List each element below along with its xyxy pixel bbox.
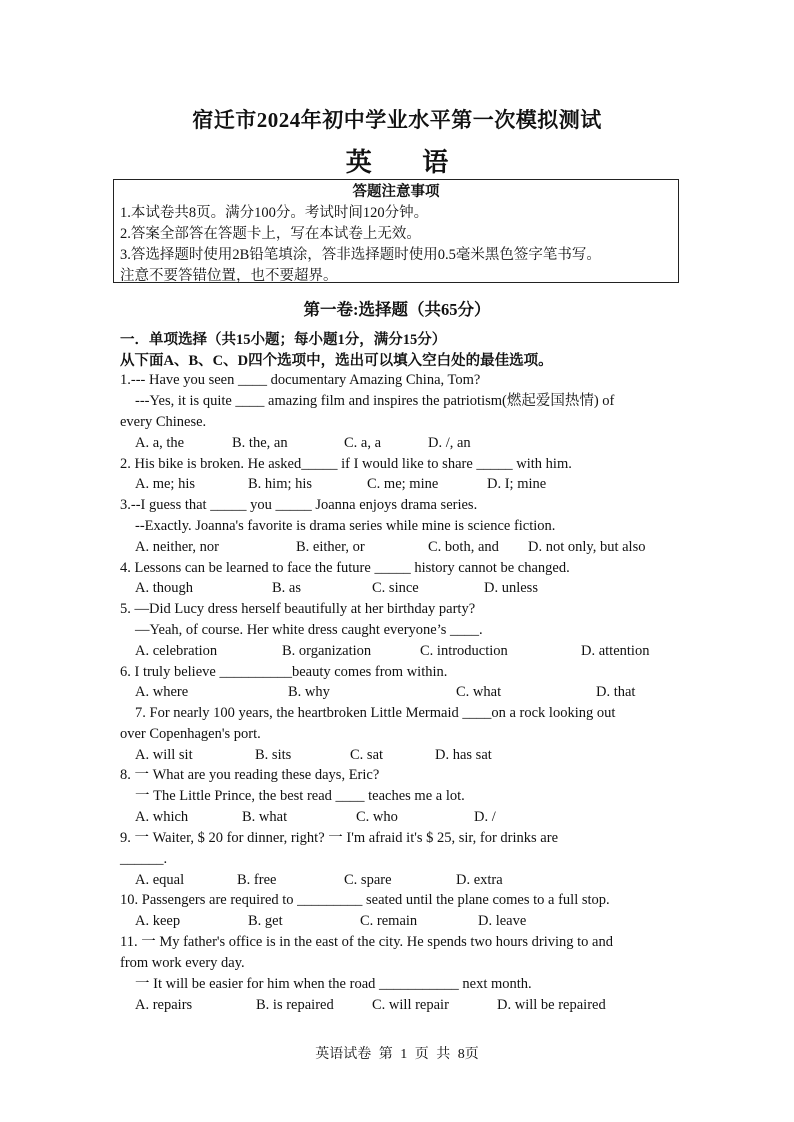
notice-line: 注意不要答错位置，也不要超界。 — [120, 268, 338, 284]
question-2-option-b: B. him; his — [248, 476, 313, 492]
question-1-option-d: D. /, an — [428, 435, 471, 451]
question-3-option-c: C. both, and — [428, 539, 499, 555]
question-5-line: 5. —Did Lucy dress herself beautifully at her birthday party? — [120, 601, 476, 617]
question-7-line: over Copenhagen's port. — [120, 726, 261, 742]
question-2-option-c: C. me; mine — [367, 476, 439, 492]
question-5-option-c: C. introduction — [420, 643, 508, 659]
notice-line: 1.本试卷共8页。满分100分。考试时间120分钟。 — [120, 205, 429, 221]
question-5-option-b: B. organization — [282, 643, 372, 659]
question-1-option-c: C. a, a — [344, 435, 382, 451]
question-7-option-b: B. sits — [255, 747, 292, 763]
question-10-option-a: A. keep — [135, 913, 181, 929]
question-5-option-d: D. attention — [581, 643, 650, 659]
question-3-option-b: B. either, or — [296, 539, 365, 555]
question-11-option-d: D. will be repaired — [497, 997, 606, 1013]
question-1-line: 1.--- Have you seen ____ documentary Amazing China, Tom? — [120, 372, 481, 388]
question-6-option-b: B. why — [288, 684, 330, 700]
question-11-option-b: B. is repaired — [256, 997, 334, 1013]
question-6-option-d: D. that — [596, 684, 636, 700]
part-title: 一．单项选择（共15小题；每小题1分，满分15分） — [120, 332, 447, 348]
question-1-line: ---Yes, it is quite ____ amazing film and inspires the patriotism(燃起爱国热情) of — [135, 393, 615, 409]
question-3-option-d: D. not only, but also — [528, 539, 646, 555]
question-10-option-b: B. get — [248, 913, 283, 929]
question-11-line: 一 It will be easier for him when the road ___________ next month. — [135, 976, 532, 992]
question-8-option-b: B. what — [242, 809, 288, 825]
question-11-line: 11. 一 My father's office is in the east of the city. He spends two hours driving to and — [120, 934, 613, 950]
question-9-option-a: A. equal — [135, 872, 185, 888]
question-7-option-c: C. sat — [350, 747, 384, 763]
question-3-option-a: A. neither, nor — [135, 539, 219, 555]
exam-title: 宿迁市2024年初中学业水平第一次模拟测试 — [192, 108, 602, 132]
question-8-option-c: C. who — [356, 809, 398, 825]
question-1-line: every Chinese. — [120, 414, 207, 430]
question-8-option-d: D. / — [474, 809, 496, 825]
subject-title: 英 语 — [345, 148, 471, 177]
page-footer: 英语试卷 第 1 页 共 8页 — [315, 1047, 479, 1062]
question-3-line: 3.--I guess that _____ you _____ Joanna enjoys drama series. — [120, 497, 478, 513]
notice-box — [113, 179, 679, 283]
question-8-line: 8. 一 What are you reading these days, Eric? — [120, 767, 380, 783]
notice-line: 2.答案全部答在答题卡上，写在本试卷上无效。 — [120, 226, 421, 242]
question-9-line: 9. 一 Waiter, $ 20 for dinner, right? 一 I'm afraid it's $ 25, sir, for drinks are — [120, 830, 559, 846]
question-5-line: —Yeah, of course. Her white dress caught everyone’s ____. — [135, 622, 483, 638]
question-9-option-c: C. spare — [344, 872, 392, 888]
question-4-option-c: C. since — [372, 580, 419, 596]
question-9-line: ______. — [120, 851, 168, 867]
question-3-line: --Exactly. Joanna's favorite is drama series while mine is science fiction. — [135, 518, 556, 534]
question-8-line: 一 The Little Prince, the best read ____ teaches me a lot. — [135, 788, 465, 804]
question-5-option-a: A. celebration — [135, 643, 218, 659]
question-4-option-b: B. as — [272, 580, 301, 596]
question-11-line: from work every day. — [120, 955, 245, 971]
question-2-option-a: A. me; his — [135, 476, 196, 492]
question-7-option-a: A. will sit — [135, 747, 193, 763]
question-1-option-b: B. the, an — [232, 435, 288, 451]
question-1-option-a: A. a, the — [135, 435, 185, 451]
question-10-option-c: C. remain — [360, 913, 418, 929]
part-instruction: 从下面A、B、C、D四个选项中，选出可以填入空白处的最佳选项。 — [120, 353, 553, 369]
question-6-option-a: A. where — [135, 684, 189, 700]
question-9-option-d: D. extra — [456, 872, 503, 888]
question-11-option-a: A. repairs — [135, 997, 193, 1013]
question-2-line: 2. His bike is broken. He asked_____ if I would like to share _____ with him. — [120, 456, 572, 472]
notice-title: 答题注意事项 — [352, 184, 440, 200]
question-4-option-a: A. though — [135, 580, 193, 596]
question-4-option-d: D. unless — [484, 580, 538, 596]
question-11-option-c: C. will repair — [372, 997, 449, 1013]
question-10-option-d: D. leave — [478, 913, 527, 929]
notice-line: 3.答选择题时使用2B铅笔填涂，答非选择题时使用0.5毫米黑色签字笔书写。 — [120, 247, 601, 263]
question-7-line: 7. For nearly 100 years, the heartbroken Little Mermaid ____on a rock looking out — [135, 705, 616, 721]
section-title: 第一卷:选择题（共65分） — [303, 300, 491, 319]
question-6-line: 6. I truly believe __________beauty comes from within. — [120, 664, 448, 680]
question-2-option-d: D. I; mine — [487, 476, 547, 492]
question-9-option-b: B. free — [237, 872, 277, 888]
question-10-line: 10. Passengers are required to _________ seated until the plane comes to a full stop. — [120, 892, 610, 908]
question-8-option-a: A. which — [135, 809, 189, 825]
question-7-option-d: D. has sat — [435, 747, 492, 763]
question-4-line: 4. Lessons can be learned to face the future _____ history cannot be changed. — [120, 560, 570, 576]
question-6-option-c: C. what — [456, 684, 502, 700]
